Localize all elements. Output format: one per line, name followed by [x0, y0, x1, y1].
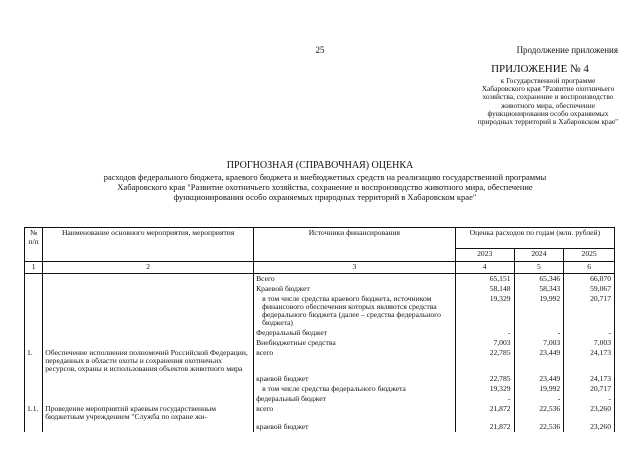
appendix-line: природных территорий в Хабаровском крае"	[477, 117, 619, 127]
row-value-2023: -	[455, 328, 514, 338]
row-value-2023: 22,785	[455, 374, 514, 384]
row-value-2025: 23,260	[564, 404, 615, 422]
row-name: Проведение мероприятий краевым государственным бюджетным учреждением "Служба по охране жи-	[43, 404, 254, 422]
row-source: Внебюджетные средства	[254, 338, 456, 348]
header-source: Источники финансирования	[254, 228, 456, 262]
table-row	[25, 338, 615, 348]
appendix-description	[448, 77, 640, 126]
row-name: Обеспечение исполнения полномочий Российской Федерации, переданных в области охоты и сохранения охотничьих ресурсов, охраны и использования объектов животного мира	[43, 348, 254, 374]
table-row	[25, 422, 615, 432]
row-name	[43, 328, 254, 338]
row-value-2024: 7,003	[514, 338, 564, 348]
row-value-2025: 20,717	[564, 384, 615, 394]
row-value-2023: 19,329	[455, 294, 514, 328]
row-name	[43, 294, 254, 328]
row-value-2025: 66,070	[564, 274, 615, 285]
row-number	[25, 328, 43, 338]
row-source: Всего	[254, 274, 456, 285]
table-row	[25, 374, 615, 384]
table-row	[25, 274, 615, 285]
row-value-2023: 22,785	[455, 348, 514, 374]
row-value-2024: -	[514, 394, 564, 404]
column-number: 3	[254, 262, 456, 274]
page-number: 25	[315, 45, 325, 55]
table-row	[25, 348, 615, 374]
column-number: 5	[514, 262, 564, 274]
row-source: в том числе средства федерального бюджета	[254, 384, 456, 394]
row-value-2024: 22,536	[514, 404, 564, 422]
row-value-2025: 20,717	[564, 294, 615, 328]
appendix-line: животного мира, обеспечение	[500, 100, 595, 110]
row-source: федеральный бюджет	[254, 394, 456, 404]
budget-table	[24, 227, 615, 432]
row-number	[25, 422, 43, 432]
subtitle-line: функционирования особо охраняемых природных территорий в Хабаровском крае"	[173, 192, 477, 202]
row-value-2023: 7,003	[455, 338, 514, 348]
row-number: 1.	[25, 348, 43, 374]
column-number: 2	[43, 262, 254, 274]
table-row	[25, 384, 615, 394]
row-value-2023: 58,148	[455, 284, 514, 294]
row-value-2025: -	[564, 328, 615, 338]
row-number	[25, 294, 43, 328]
row-number	[25, 274, 43, 285]
table-row	[25, 284, 615, 294]
row-number	[25, 374, 43, 384]
appendix-line: функционирования особо охраняемых	[487, 108, 609, 118]
table-row	[25, 328, 615, 338]
row-value-2023: -	[455, 394, 514, 404]
row-source: краевой бюджет	[254, 374, 456, 384]
header-estimate: Оценка расходов по годам (млн. рублей)	[455, 228, 614, 249]
table-body	[25, 274, 615, 433]
row-value-2024: 19,992	[514, 384, 564, 394]
row-source: краевой бюджет	[254, 422, 456, 432]
table-row	[25, 294, 615, 328]
row-number: 1.1.	[25, 404, 43, 422]
row-value-2023: 21,872	[455, 404, 514, 422]
header-year: 2024	[514, 249, 564, 262]
continuation-label: Продолжение приложения	[516, 45, 618, 55]
subtitle-line: расходов федерального бюджета, краевого бюджета и внебюджетных средств на реализацию государственной программы	[103, 172, 547, 182]
row-name	[43, 274, 254, 285]
row-source: всего	[254, 348, 456, 374]
row-value-2024: 23,449	[514, 348, 564, 374]
row-source: в том числе средства краевого бюджета, источником финансового обеспечения которых являются средства федерального бюджета (далее – средства федерального бюджета)	[254, 294, 456, 328]
row-name	[43, 374, 254, 384]
row-name	[43, 394, 254, 404]
row-name	[43, 422, 254, 432]
row-value-2025: 7,003	[564, 338, 615, 348]
row-value-2024: 23,449	[514, 374, 564, 384]
row-name	[43, 284, 254, 294]
row-number	[25, 284, 43, 294]
table-row	[25, 404, 615, 422]
column-number: 6	[564, 262, 615, 274]
column-number: 4	[455, 262, 514, 274]
row-source: всего	[254, 404, 456, 422]
appendix-line: к Государственной программе	[500, 76, 596, 85]
row-value-2024: 58,343	[514, 284, 564, 294]
document-title: ПРОГНОЗНАЯ (СПРАВОЧНАЯ) ОЦЕНКА	[226, 160, 414, 171]
row-value-2024: 22,536	[514, 422, 564, 432]
column-number: 1	[25, 262, 43, 274]
subtitle-line: Хабаровского края "Развитие охотничьего хозяйства, сохранение и воспроизводство животного мира, обеспечение	[117, 182, 533, 192]
table-row	[25, 394, 615, 404]
row-value-2023: 65,151	[455, 274, 514, 285]
row-value-2024: 19,992	[514, 294, 564, 328]
document-subtitle	[40, 172, 610, 202]
row-value-2025: 24,173	[564, 374, 615, 384]
header-num: № п/п	[25, 228, 43, 262]
row-source: Краевой бюджет	[254, 284, 456, 294]
row-value-2025: 24,173	[564, 348, 615, 374]
row-value-2024: -	[514, 328, 564, 338]
appendix-title: ПРИЛОЖЕНИЕ № 4	[491, 63, 589, 75]
row-number	[25, 394, 43, 404]
appendix-line: хозяйства, сохранение и воспроизводство	[482, 92, 614, 102]
row-value-2023: 21,872	[455, 422, 514, 432]
row-value-2025: 59,067	[564, 284, 615, 294]
row-number	[25, 338, 43, 348]
row-number	[25, 384, 43, 394]
row-source: Федеральный бюджет	[254, 328, 456, 338]
header-name: Наименование основного мероприятия, мероприятия	[43, 228, 254, 262]
row-value-2025: 23,260	[564, 422, 615, 432]
header-year: 2025	[564, 249, 615, 262]
header-year: 2023	[455, 249, 514, 262]
row-name	[43, 384, 254, 394]
appendix-line: Хабаровского края "Развитие охотничьего	[481, 84, 615, 94]
row-value-2023: 19,329	[455, 384, 514, 394]
row-name	[43, 338, 254, 348]
row-value-2025: -	[564, 394, 615, 404]
row-value-2024: 65,346	[514, 274, 564, 285]
